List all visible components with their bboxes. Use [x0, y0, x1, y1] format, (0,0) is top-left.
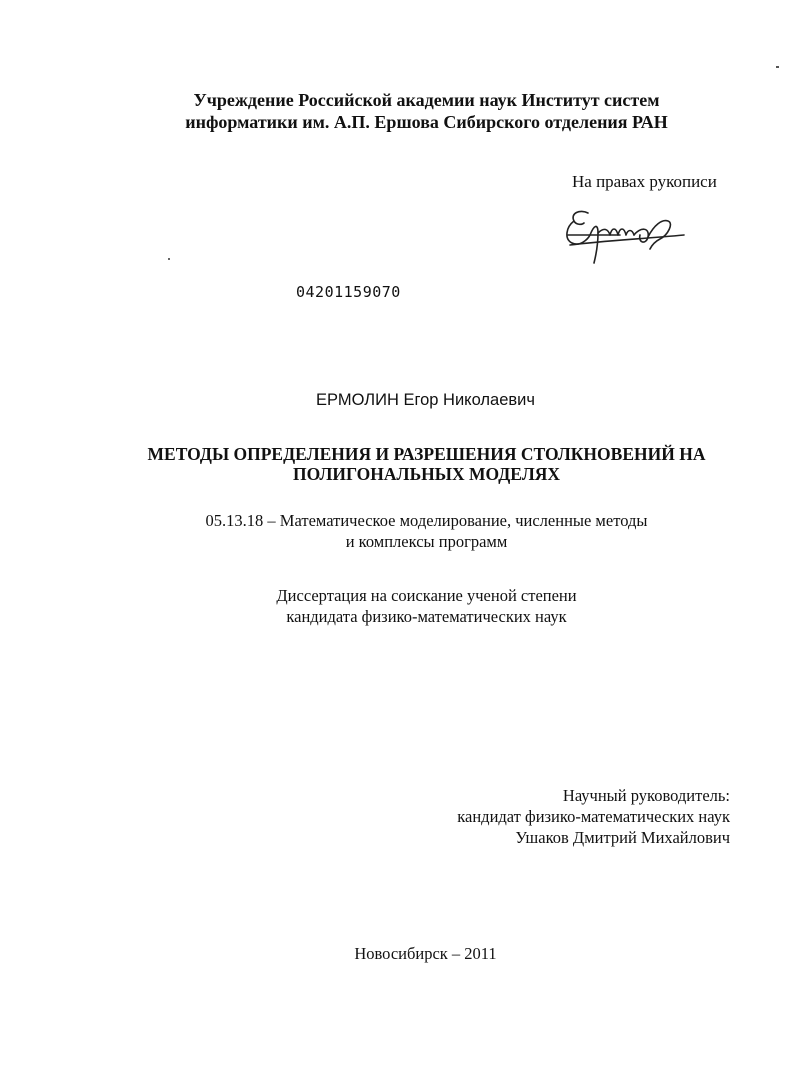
city-year: [0, 944, 793, 964]
institution-line: Учреждение Российской академии наук Институт систем: [193, 90, 660, 110]
document-number: 04201159070: [296, 283, 401, 301]
signature-image: [560, 205, 690, 267]
city-year-text: Новосибирск – 2011: [354, 944, 497, 963]
advisor-role: Научный руководитель:: [562, 786, 730, 805]
specialty: [0, 510, 793, 552]
institution-header: [0, 89, 793, 133]
scan-speck: [776, 66, 779, 68]
title-line: МЕТОДЫ ОПРЕДЕЛЕНИЯ И РАЗРЕШЕНИЯ СТОЛКНОВЕНИЙ НА: [147, 444, 706, 464]
degree-line: Диссертация на соискание ученой степени: [276, 586, 577, 605]
degree-statement: [0, 585, 793, 627]
rights-note: На правах рукописи: [572, 172, 717, 191]
degree-line: кандидата физико-математических наук: [286, 607, 567, 626]
author-name: [0, 391, 793, 410]
dissertation-title: [0, 444, 793, 484]
author-name-text: ЕРМОЛИН Егор Николаевич: [316, 391, 535, 409]
title-line: ПОЛИГОНАЛЬНЫХ МОДЕЛЯХ: [292, 464, 561, 484]
scan-speck: [168, 258, 170, 260]
specialty-line: 05.13.18 – Математическое моделирование, численные методы: [205, 511, 648, 530]
institution-line: информатики им. А.П. Ершова Сибирского отделения РАН: [185, 112, 668, 132]
advisor-degree: кандидат физико-математических наук: [457, 807, 730, 826]
advisor-name: Ушаков Дмитрий Михайлович: [515, 828, 730, 847]
specialty-line: и комплексы программ: [345, 532, 508, 551]
advisor-block: [457, 785, 730, 848]
